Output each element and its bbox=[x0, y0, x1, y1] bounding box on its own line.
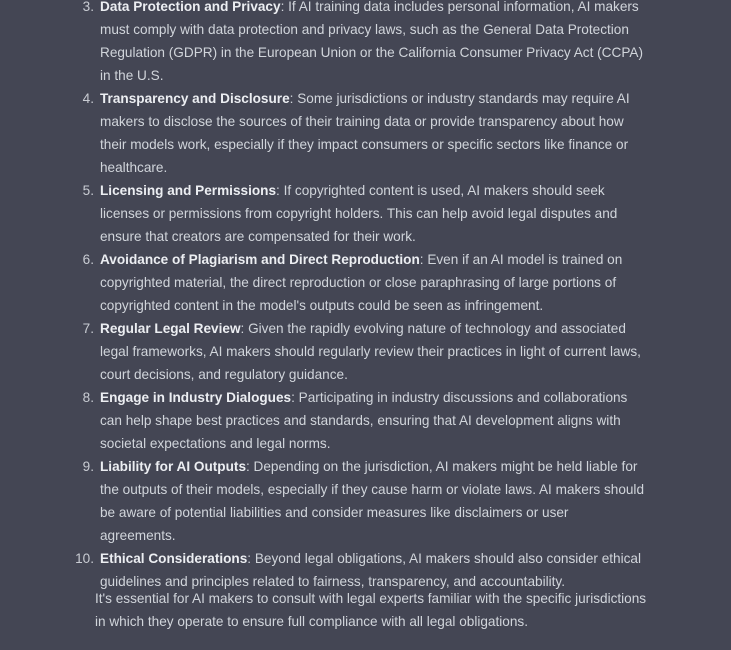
list-item bbox=[0, 317, 645, 386]
list-item-number: 9. bbox=[82, 459, 94, 474]
list-item-body: : Even if an AI model is trained on copyrighted material, the direct reproduction or close paraphrasing of large portions of copyrighted content in the model's outputs could be seen as infringement. bbox=[100, 252, 623, 313]
list-item-body: : Participating in industry discussions and collaborations can help shape best practices and standards, ensuring that AI development aligns with societal expectations and legal norms. bbox=[100, 390, 628, 451]
list-item-title: Engage in Industry Dialogues bbox=[100, 390, 292, 405]
list-item-number: 3. bbox=[82, 0, 94, 14]
list-item-body: : Some jurisdictions or industry standards may require AI makers to disclose the sources of their training data or provide transparency about how their models work, especially if they impact consumers or specific sectors like finance or healthcare. bbox=[100, 91, 630, 175]
list-item-title: Regular Legal Review bbox=[100, 321, 241, 336]
list-item-number: 7. bbox=[82, 321, 94, 336]
list-item bbox=[0, 179, 645, 248]
closing-paragraph: It's essential for AI makers to consult with legal experts familiar with the specific jurisdictions in which they operate to ensure full compliance with all legal obligations. bbox=[95, 591, 647, 629]
list-item-number: 4. bbox=[82, 91, 94, 106]
list-item-title: Transparency and Disclosure bbox=[100, 91, 290, 106]
list-item-number: 5. bbox=[82, 183, 94, 198]
list-item-number: 10. bbox=[75, 551, 94, 566]
list-item bbox=[0, 87, 645, 179]
list-item-number: 6. bbox=[82, 252, 94, 267]
list-item-title: Avoidance of Plagiarism and Direct Reproduction bbox=[100, 252, 420, 267]
list-item-number: 8. bbox=[82, 390, 94, 405]
list-item bbox=[0, 248, 645, 317]
list-item-title: Liability for AI Outputs bbox=[100, 459, 246, 474]
list-item-title: Ethical Considerations bbox=[100, 551, 248, 566]
list-item bbox=[0, 0, 645, 87]
list-item-body: : If AI training data includes personal information, AI makers must comply with data protection and privacy laws, such as the General Data Protection Regulation (GDPR) in the European Union or the California Consumer Privacy Act (CCPA) in the U.S. bbox=[100, 0, 643, 83]
list-item bbox=[0, 386, 645, 455]
list-item bbox=[0, 455, 645, 547]
list-item-title: Licensing and Permissions bbox=[100, 183, 277, 198]
list-item-title: Data Protection and Privacy bbox=[100, 0, 281, 14]
list-item-body: : If copyrighted content is used, AI makers should seek licenses or permissions from copyright holders. This can help avoid legal disputes and ensure that creators are compensated for their work. bbox=[100, 183, 618, 244]
list-item-body: : Given the rapidly evolving nature of technology and associated legal frameworks, AI makers should regularly review their practices in light of current laws, court decisions, and regulatory guidance. bbox=[100, 321, 641, 382]
list-item-body: : Depending on the jurisdiction, AI makers might be held liable for the outputs of their models, especially if they cause harm or violate laws. AI makers should be aware of potential liabilities and consider measures like disclaimers or user agreements. bbox=[100, 459, 645, 543]
list-item-body: : Beyond legal obligations, AI makers should also consider ethical guidelines and principles related to fairness, transparency, and accountability. bbox=[100, 551, 641, 589]
